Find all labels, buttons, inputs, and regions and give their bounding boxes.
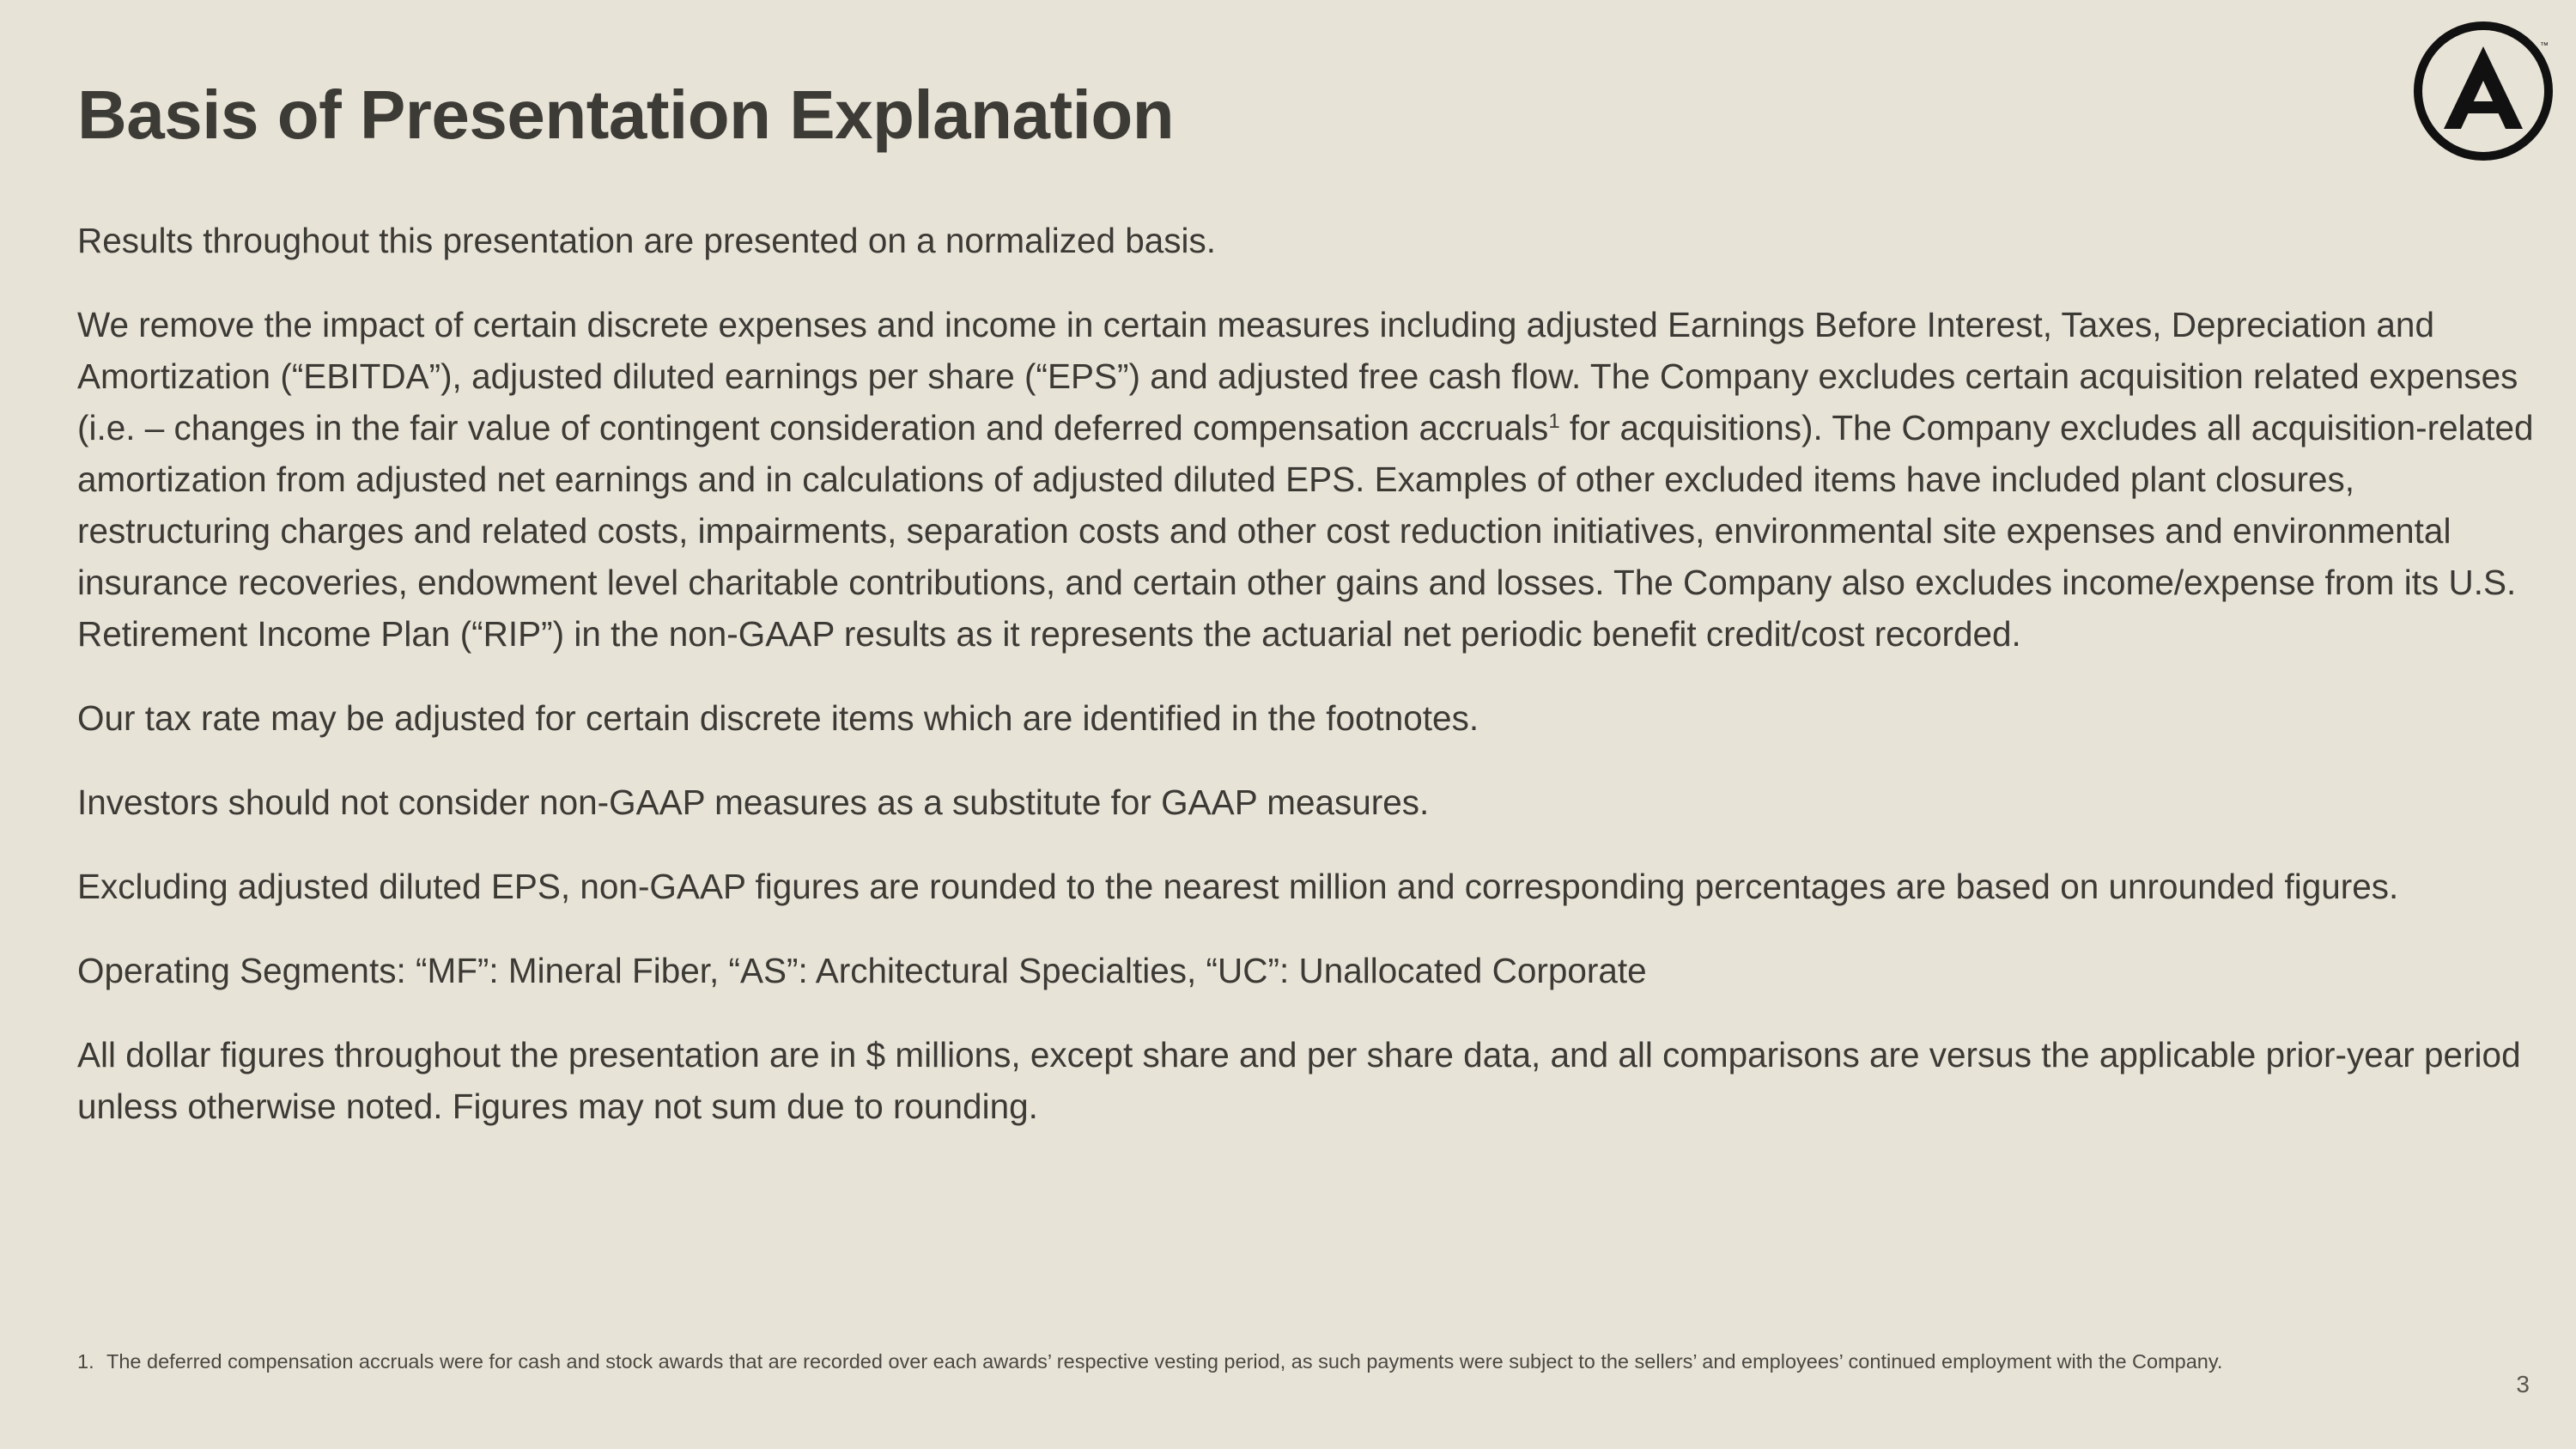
paragraph-adjustments-part-2: for acquisitions). The Company excludes all acquisition-related amortization from adjusted net earnings and in calculations of adjusted diluted EPS. Examples of other excluded items have included plant closures, restructuring charges and related costs, impairments, separation costs and other cost reduction initiatives, environmental site expenses and environmental insurance recoveries, endowment level charitable contributions, and certain other gains and losses. The Company also excludes income/expense from its U.S. Retirement Income Plan (“RIP”) in the non-GAAP results as it represents the actuarial net periodic benefit credit/cost recorded. bbox=[77, 408, 2534, 654]
page-number: 3 bbox=[2516, 1371, 2530, 1397]
paragraph-tax-rate: Our tax rate may be adjusted for certain discrete items which are identified in the footnotes. bbox=[77, 698, 1479, 738]
trademark-mark: ™ bbox=[2540, 41, 2549, 51]
paragraph-operating-segments: Operating Segments: “MF”: Mineral Fiber, “AS”: Architectural Specialties, “UC”: Unallocated Corporate bbox=[77, 951, 1647, 990]
paragraph-adjustments-part-1: We remove the impact of certain discrete expenses and income in certain measures including adjusted Earnings Before Interest, Taxes, Depreciation and Amortization (“EBITDA”), adjusted diluted earnings per share (“EPS”) and adjusted free cash flow. The Company excludes certain acquisition related expenses (i.e. – changes in the fair value of contingent consideration and deferred compensation accruals bbox=[77, 305, 2518, 447]
footnote-number: 1. bbox=[77, 1350, 94, 1373]
paragraph-normalized-basis: Results throughout this presentation are presented on a normalized basis. bbox=[77, 221, 1217, 260]
paragraph-adjustments bbox=[77, 299, 2542, 660]
body-content bbox=[77, 215, 2542, 1165]
page-title: Basis of Presentation Explanation bbox=[77, 76, 1175, 153]
paragraph-non-gaap: Investors should not consider non-GAAP measures as a substitute for GAAP measures. bbox=[77, 782, 1430, 822]
paragraph-dollar-figures: All dollar figures throughout the presentation are in $ millions, except share and per share data, and all comparisons are versus the applicable prior-year period unless otherwise noted. Figures may not sum due to rounding. bbox=[77, 1035, 2521, 1126]
paragraph-rounding: Excluding adjusted diluted EPS, non-GAAP figures are rounded to the nearest million and corresponding percentages are based on unrounded figures. bbox=[77, 867, 2399, 906]
armstrong-logo-icon bbox=[2411, 19, 2555, 163]
footnote bbox=[77, 1347, 2275, 1377]
footnote-text: The deferred compensation accruals were for cash and stock awards that are recorded over each awards’ respective vesting period, as such payments were subject to the sellers’ and employees’ continued employment with the Company. bbox=[106, 1350, 2223, 1373]
footnote-reference: 1 bbox=[1548, 410, 1560, 433]
